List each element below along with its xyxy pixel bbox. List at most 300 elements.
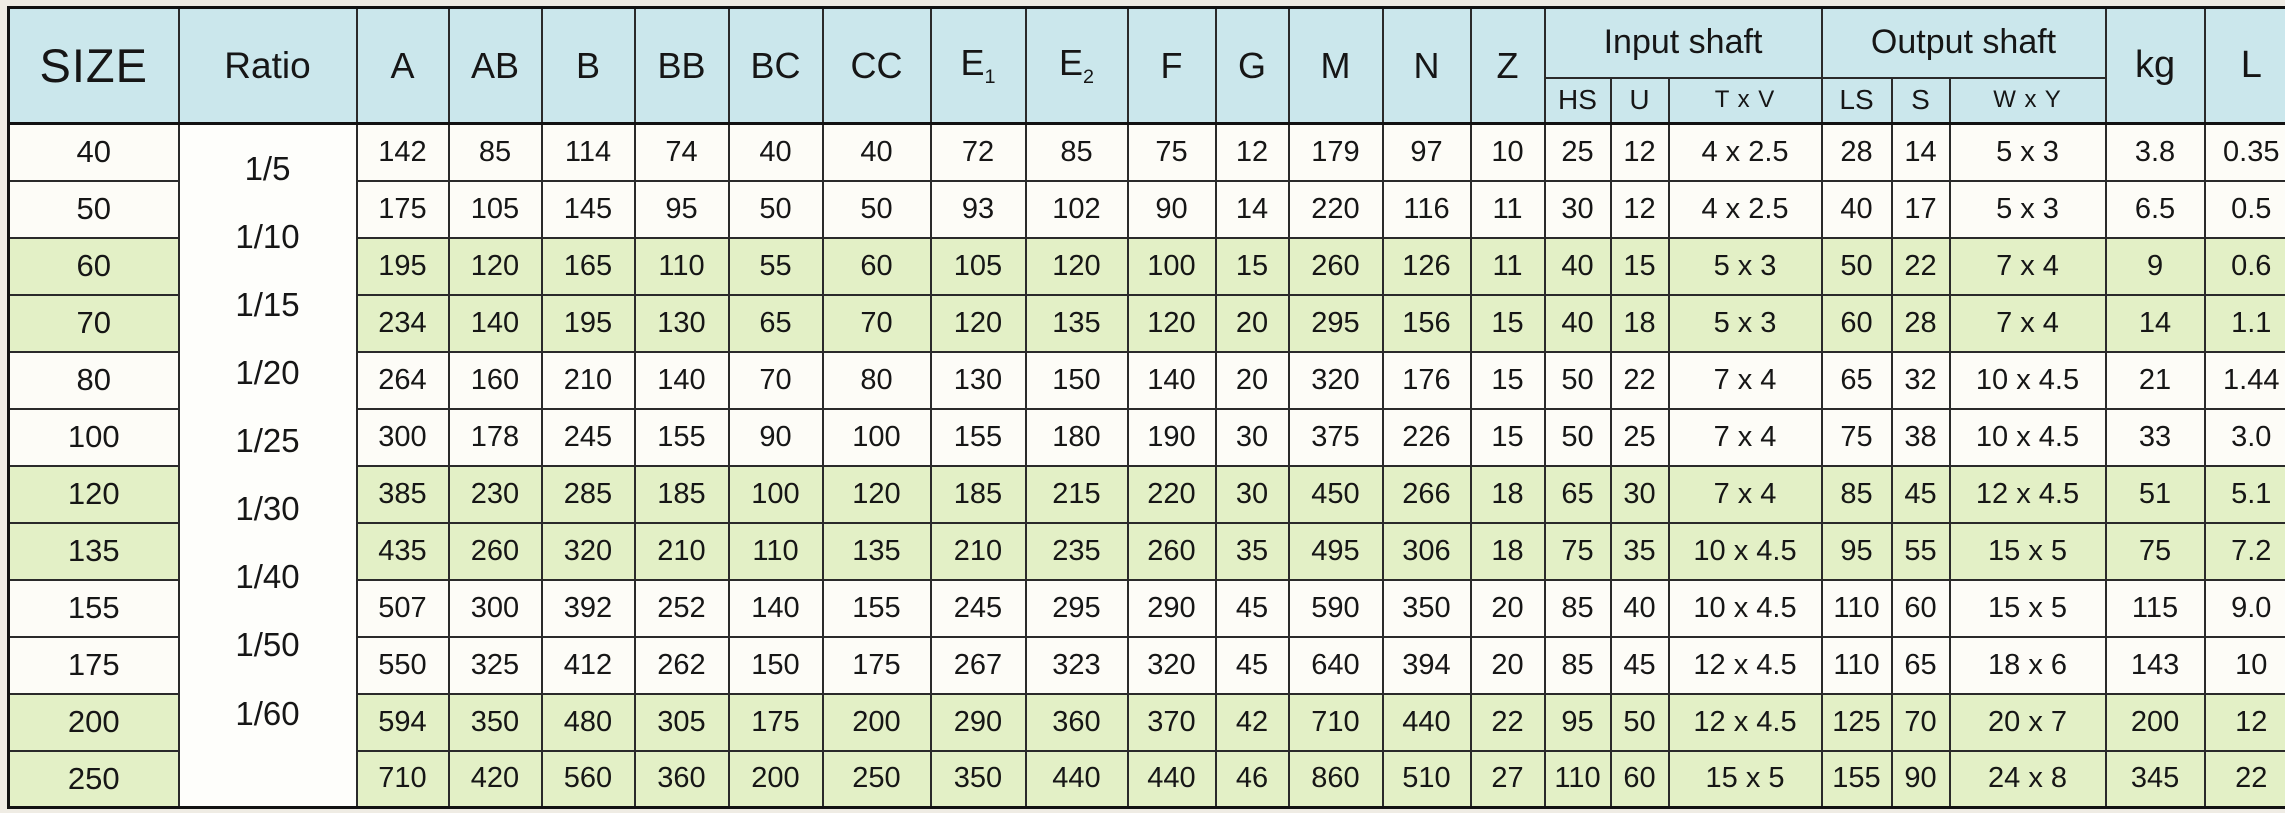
data-cell: 306 — [1383, 523, 1471, 580]
data-cell: 72 — [931, 124, 1026, 181]
col-header-ratio: Ratio — [179, 8, 357, 124]
data-cell: 4 x 2.5 — [1669, 124, 1822, 181]
data-cell: 15 — [1611, 238, 1669, 295]
ratio-value: 1/10 — [235, 217, 300, 255]
data-cell: 28 — [1892, 295, 1950, 352]
data-cell: 155 — [823, 580, 931, 637]
data-cell: 295 — [1289, 295, 1383, 352]
data-cell: 75 — [1128, 124, 1216, 181]
data-cell: 38 — [1892, 409, 1950, 466]
data-cell: 12 — [2205, 694, 2285, 751]
data-cell: 30 — [1216, 466, 1289, 523]
data-cell: 80 — [823, 352, 931, 409]
size-cell: 60 — [9, 238, 179, 295]
col-header-n: N — [1383, 8, 1471, 124]
data-cell: 60 — [1892, 580, 1950, 637]
data-cell: 10 x 4.5 — [1669, 523, 1822, 580]
data-cell: 370 — [1128, 694, 1216, 751]
data-cell: 290 — [1128, 580, 1216, 637]
data-cell: 5 x 3 — [1669, 295, 1822, 352]
data-cell: 40 — [729, 124, 823, 181]
data-cell: 32 — [1892, 352, 1950, 409]
data-cell: 12 x 4.5 — [1950, 466, 2106, 523]
data-cell: 156 — [1383, 295, 1471, 352]
data-cell: 75 — [1822, 409, 1892, 466]
data-cell: 97 — [1383, 124, 1471, 181]
data-cell: 35 — [1216, 523, 1289, 580]
data-cell: 179 — [1289, 124, 1383, 181]
data-cell: 226 — [1383, 409, 1471, 466]
data-cell: 200 — [823, 694, 931, 751]
col-header-e1: $E_1$ — [931, 8, 1026, 124]
data-cell: 40 — [1822, 181, 1892, 238]
data-cell: 116 — [1383, 181, 1471, 238]
col-header-l: L — [2205, 8, 2285, 124]
data-cell: 93 — [931, 181, 1026, 238]
ratio-value: 1/25 — [235, 422, 300, 459]
data-cell: 295 — [1026, 580, 1128, 637]
col-header-u: U — [1611, 78, 1669, 124]
ratio-value: 1/20 — [235, 353, 300, 391]
data-cell: 220 — [1289, 181, 1383, 238]
data-cell: 160 — [449, 352, 542, 409]
data-cell: 120 — [823, 466, 931, 523]
data-cell: 640 — [1289, 637, 1383, 694]
data-cell: 90 — [729, 409, 823, 466]
data-cell: 90 — [1128, 181, 1216, 238]
data-cell: 100 — [729, 466, 823, 523]
data-cell: 25 — [1545, 124, 1611, 181]
data-cell: 590 — [1289, 580, 1383, 637]
data-cell: 594 — [357, 694, 449, 751]
data-cell: 143 — [2106, 637, 2205, 694]
data-cell: 323 — [1026, 637, 1128, 694]
data-cell: 12 x 4.5 — [1669, 637, 1822, 694]
data-cell: 15 x 5 — [1669, 751, 1822, 808]
data-cell: 394 — [1383, 637, 1471, 694]
data-cell: 0.5 — [2205, 181, 2285, 238]
data-cell: 30 — [1545, 181, 1611, 238]
data-cell: 50 — [1822, 238, 1892, 295]
data-cell: 325 — [449, 637, 542, 694]
data-cell: 85 — [1822, 466, 1892, 523]
data-cell: 5.1 — [2205, 466, 2285, 523]
data-cell: 176 — [1383, 352, 1471, 409]
data-cell: 110 — [729, 523, 823, 580]
data-cell: 105 — [931, 238, 1026, 295]
data-cell: 90 — [1892, 751, 1950, 808]
data-cell: 440 — [1383, 694, 1471, 751]
data-cell: 140 — [729, 580, 823, 637]
data-cell: 22 — [2205, 751, 2285, 808]
ratio-value: 1/50 — [235, 626, 300, 664]
data-cell: 45 — [1216, 580, 1289, 637]
data-cell: 190 — [1128, 409, 1216, 466]
data-cell: 95 — [1822, 523, 1892, 580]
data-cell: 550 — [357, 637, 449, 694]
data-cell: 75 — [1545, 523, 1611, 580]
size-cell: 175 — [9, 637, 179, 694]
data-cell: 5 x 3 — [1669, 238, 1822, 295]
data-cell: 20 x 7 — [1950, 694, 2106, 751]
data-cell: 560 — [542, 751, 635, 808]
data-cell: 150 — [1026, 352, 1128, 409]
data-cell: 102 — [1026, 181, 1128, 238]
table-body — [9, 124, 2285, 808]
data-cell: 45 — [1892, 466, 1950, 523]
col-header-ls: LS — [1822, 78, 1892, 124]
data-cell: 345 — [2106, 751, 2205, 808]
data-cell: 75 — [2106, 523, 2205, 580]
data-cell: 285 — [542, 466, 635, 523]
data-cell: 22 — [1892, 238, 1950, 295]
data-cell: 10 — [2205, 637, 2285, 694]
ratio-list — [180, 130, 356, 802]
data-cell: 11 — [1471, 181, 1545, 238]
data-cell: 234 — [357, 295, 449, 352]
data-cell: 85 — [1545, 580, 1611, 637]
data-cell: 51 — [2106, 466, 2205, 523]
data-cell: 10 x 4.5 — [1669, 580, 1822, 637]
data-cell: 252 — [635, 580, 729, 637]
data-cell: 114 — [542, 124, 635, 181]
size-cell: 40 — [9, 124, 179, 181]
col-header-s: S — [1892, 78, 1950, 124]
data-cell: 20 — [1216, 295, 1289, 352]
data-cell: 40 — [1545, 295, 1611, 352]
data-cell: 350 — [449, 694, 542, 751]
data-cell: 12 — [1216, 124, 1289, 181]
data-cell: 28 — [1822, 124, 1892, 181]
data-cell: 7 x 4 — [1950, 238, 2106, 295]
data-cell: 130 — [931, 352, 1026, 409]
data-cell: 412 — [542, 637, 635, 694]
data-cell: 7 x 4 — [1669, 352, 1822, 409]
data-cell: 45 — [1216, 637, 1289, 694]
size-cell: 155 — [9, 580, 179, 637]
ratio-value: 1/60 — [235, 694, 300, 732]
data-cell: 100 — [823, 409, 931, 466]
data-cell: 4 x 2.5 — [1669, 181, 1822, 238]
data-cell: 35 — [1611, 523, 1669, 580]
data-cell: 33 — [2106, 409, 2205, 466]
data-cell: 175 — [729, 694, 823, 751]
data-cell: 65 — [1545, 466, 1611, 523]
data-cell: 10 x 4.5 — [1950, 409, 2106, 466]
data-cell: 18 — [1611, 295, 1669, 352]
size-cell: 80 — [9, 352, 179, 409]
data-cell: 300 — [449, 580, 542, 637]
data-cell: 110 — [1822, 637, 1892, 694]
data-cell: 392 — [542, 580, 635, 637]
data-cell: 200 — [729, 751, 823, 808]
data-cell: 27 — [1471, 751, 1545, 808]
data-cell: 105 — [449, 181, 542, 238]
data-cell: 7 x 4 — [1950, 295, 2106, 352]
data-cell: 60 — [823, 238, 931, 295]
data-cell: 120 — [931, 295, 1026, 352]
data-cell: 262 — [635, 637, 729, 694]
data-cell: 440 — [1026, 751, 1128, 808]
data-cell: 126 — [1383, 238, 1471, 295]
data-cell: 70 — [823, 295, 931, 352]
data-cell: 24 x 8 — [1950, 751, 2106, 808]
data-cell: 70 — [1892, 694, 1950, 751]
data-cell: 360 — [635, 751, 729, 808]
data-cell: 375 — [1289, 409, 1383, 466]
col-header-f: F — [1128, 8, 1216, 124]
data-cell: 45 — [1611, 637, 1669, 694]
data-cell: 142 — [357, 124, 449, 181]
data-cell: 115 — [2106, 580, 2205, 637]
data-cell: 480 — [542, 694, 635, 751]
data-cell: 150 — [729, 637, 823, 694]
data-cell: 14 — [2106, 295, 2205, 352]
data-cell: 178 — [449, 409, 542, 466]
data-cell: 18 — [1471, 523, 1545, 580]
data-cell: 450 — [1289, 466, 1383, 523]
data-cell: 7.2 — [2205, 523, 2285, 580]
data-cell: 440 — [1128, 751, 1216, 808]
col-header-kg: kg — [2106, 8, 2205, 124]
data-cell: 3.0 — [2205, 409, 2285, 466]
data-cell: 200 — [2106, 694, 2205, 751]
data-cell: 85 — [1545, 637, 1611, 694]
data-cell: 30 — [1216, 409, 1289, 466]
data-cell: 290 — [931, 694, 1026, 751]
data-cell: 95 — [1545, 694, 1611, 751]
data-cell: 65 — [1892, 637, 1950, 694]
data-cell: 65 — [1822, 352, 1892, 409]
col-header-e2: $E_2$ — [1026, 8, 1128, 124]
data-cell: 710 — [1289, 694, 1383, 751]
data-cell: 435 — [357, 523, 449, 580]
data-cell: 40 — [1545, 238, 1611, 295]
data-cell: 385 — [357, 466, 449, 523]
data-cell: 0.6 — [2205, 238, 2285, 295]
data-cell: 6.5 — [2106, 181, 2205, 238]
data-cell: 20 — [1216, 352, 1289, 409]
col-header-wxy: W x Y — [1950, 78, 2106, 124]
ratio-value: 1/5 — [244, 149, 291, 187]
data-cell: 350 — [1383, 580, 1471, 637]
data-cell: 145 — [542, 181, 635, 238]
data-cell: 85 — [449, 124, 542, 181]
data-cell: 15 x 5 — [1950, 580, 2106, 637]
data-cell: 120 — [1026, 238, 1128, 295]
data-cell: 130 — [635, 295, 729, 352]
col-header-cc: CC — [823, 8, 931, 124]
data-cell: 11 — [1471, 238, 1545, 295]
data-cell: 125 — [1822, 694, 1892, 751]
data-cell: 12 — [1611, 181, 1669, 238]
data-cell: 20 — [1471, 580, 1545, 637]
size-cell: 250 — [9, 751, 179, 808]
ratio-cell — [179, 124, 357, 808]
data-cell: 210 — [635, 523, 729, 580]
data-cell: 360 — [1026, 694, 1128, 751]
size-cell: 70 — [9, 295, 179, 352]
data-cell: 5 x 3 — [1950, 181, 2106, 238]
col-header-txv: T x V — [1669, 78, 1822, 124]
data-cell: 85 — [1026, 124, 1128, 181]
data-cell: 185 — [635, 466, 729, 523]
table-row — [9, 124, 2285, 181]
data-cell: 21 — [2106, 352, 2205, 409]
data-cell: 25 — [1611, 409, 1669, 466]
data-cell: 140 — [1128, 352, 1216, 409]
data-cell: 305 — [635, 694, 729, 751]
data-cell: 185 — [931, 466, 1026, 523]
data-cell: 110 — [1822, 580, 1892, 637]
data-cell: 9 — [2106, 238, 2205, 295]
data-cell: 140 — [635, 352, 729, 409]
data-cell: 18 x 6 — [1950, 637, 2106, 694]
data-cell: 50 — [1545, 409, 1611, 466]
data-cell: 175 — [357, 181, 449, 238]
data-cell: 7 x 4 — [1669, 409, 1822, 466]
data-cell: 235 — [1026, 523, 1128, 580]
data-cell: 120 — [1128, 295, 1216, 352]
col-header-m: M — [1289, 8, 1383, 124]
data-cell: 320 — [1289, 352, 1383, 409]
data-cell: 220 — [1128, 466, 1216, 523]
data-cell: 15 x 5 — [1950, 523, 2106, 580]
data-cell: 14 — [1216, 181, 1289, 238]
data-cell: 12 x 4.5 — [1669, 694, 1822, 751]
data-cell: 15 — [1216, 238, 1289, 295]
data-cell: 42 — [1216, 694, 1289, 751]
data-cell: 260 — [449, 523, 542, 580]
data-cell: 20 — [1471, 637, 1545, 694]
data-cell: 110 — [635, 238, 729, 295]
data-cell: 860 — [1289, 751, 1383, 808]
ratio-value: 1/30 — [235, 490, 300, 528]
data-cell: 245 — [931, 580, 1026, 637]
data-cell: 10 — [1471, 124, 1545, 181]
data-cell: 17 — [1892, 181, 1950, 238]
col-header-hs: HS — [1545, 78, 1611, 124]
size-cell: 200 — [9, 694, 179, 751]
data-cell: 260 — [1289, 238, 1383, 295]
data-cell: 15 — [1471, 409, 1545, 466]
data-cell: 74 — [635, 124, 729, 181]
data-cell: 40 — [823, 124, 931, 181]
data-cell: 267 — [931, 637, 1026, 694]
data-cell: 14 — [1892, 124, 1950, 181]
col-header-a: A — [357, 8, 449, 124]
data-cell: 15 — [1471, 352, 1545, 409]
data-cell: 120 — [449, 238, 542, 295]
data-cell: 22 — [1611, 352, 1669, 409]
col-header-ab: AB — [449, 8, 542, 124]
data-cell: 95 — [635, 181, 729, 238]
data-cell: 46 — [1216, 751, 1289, 808]
data-cell: 5 x 3 — [1950, 124, 2106, 181]
data-cell: 15 — [1471, 295, 1545, 352]
data-cell: 50 — [729, 181, 823, 238]
data-cell: 1.1 — [2205, 295, 2285, 352]
data-cell: 9.0 — [2205, 580, 2285, 637]
data-cell: 210 — [542, 352, 635, 409]
data-cell: 320 — [1128, 637, 1216, 694]
ratio-value: 1/40 — [235, 558, 300, 596]
data-cell: 70 — [729, 352, 823, 409]
table-header — [9, 8, 2285, 124]
col-header-g: G — [1216, 8, 1289, 124]
data-cell: 60 — [1822, 295, 1892, 352]
data-cell: 180 — [1026, 409, 1128, 466]
data-cell: 300 — [357, 409, 449, 466]
data-cell: 135 — [823, 523, 931, 580]
data-cell: 155 — [1822, 751, 1892, 808]
data-cell: 7 x 4 — [1669, 466, 1822, 523]
data-cell: 3.8 — [2106, 124, 2205, 181]
ratio-value: 1/15 — [235, 285, 300, 323]
data-cell: 50 — [1611, 694, 1669, 751]
data-cell: 495 — [1289, 523, 1383, 580]
data-cell: 155 — [635, 409, 729, 466]
data-cell: 195 — [542, 295, 635, 352]
data-cell: 195 — [357, 238, 449, 295]
data-cell: 10 x 4.5 — [1950, 352, 2106, 409]
data-cell: 165 — [542, 238, 635, 295]
data-cell: 50 — [1545, 352, 1611, 409]
data-cell: 420 — [449, 751, 542, 808]
data-cell: 155 — [931, 409, 1026, 466]
col-header-input-shaft: Input shaft — [1545, 8, 1822, 78]
size-cell: 50 — [9, 181, 179, 238]
data-cell: 175 — [823, 637, 931, 694]
size-cell: 100 — [9, 409, 179, 466]
data-cell: 110 — [1545, 751, 1611, 808]
data-cell: 65 — [729, 295, 823, 352]
data-cell: 266 — [1383, 466, 1471, 523]
header-row-1 — [9, 8, 2285, 78]
data-cell: 510 — [1383, 751, 1471, 808]
data-cell: 50 — [823, 181, 931, 238]
data-cell: 140 — [449, 295, 542, 352]
data-cell: 0.35 — [2205, 124, 2285, 181]
col-header-b: B — [542, 8, 635, 124]
data-cell: 12 — [1611, 124, 1669, 181]
data-cell: 60 — [1611, 751, 1669, 808]
data-cell: 230 — [449, 466, 542, 523]
data-cell: 210 — [931, 523, 1026, 580]
data-cell: 1.44 — [2205, 352, 2285, 409]
data-cell: 350 — [931, 751, 1026, 808]
data-cell: 507 — [357, 580, 449, 637]
col-header-output-shaft: Output shaft — [1822, 8, 2106, 78]
size-cell: 135 — [9, 523, 179, 580]
data-cell: 245 — [542, 409, 635, 466]
data-cell: 18 — [1471, 466, 1545, 523]
data-cell: 320 — [542, 523, 635, 580]
data-cell: 40 — [1611, 580, 1669, 637]
data-cell: 100 — [1128, 238, 1216, 295]
data-cell: 22 — [1471, 694, 1545, 751]
data-cell: 250 — [823, 751, 931, 808]
size-cell: 120 — [9, 466, 179, 523]
data-cell: 30 — [1611, 466, 1669, 523]
data-cell: 215 — [1026, 466, 1128, 523]
data-cell: 135 — [1026, 295, 1128, 352]
data-cell: 710 — [357, 751, 449, 808]
data-cell: 55 — [1892, 523, 1950, 580]
data-cell: 264 — [357, 352, 449, 409]
data-cell: 55 — [729, 238, 823, 295]
col-header-bb: BB — [635, 8, 729, 124]
